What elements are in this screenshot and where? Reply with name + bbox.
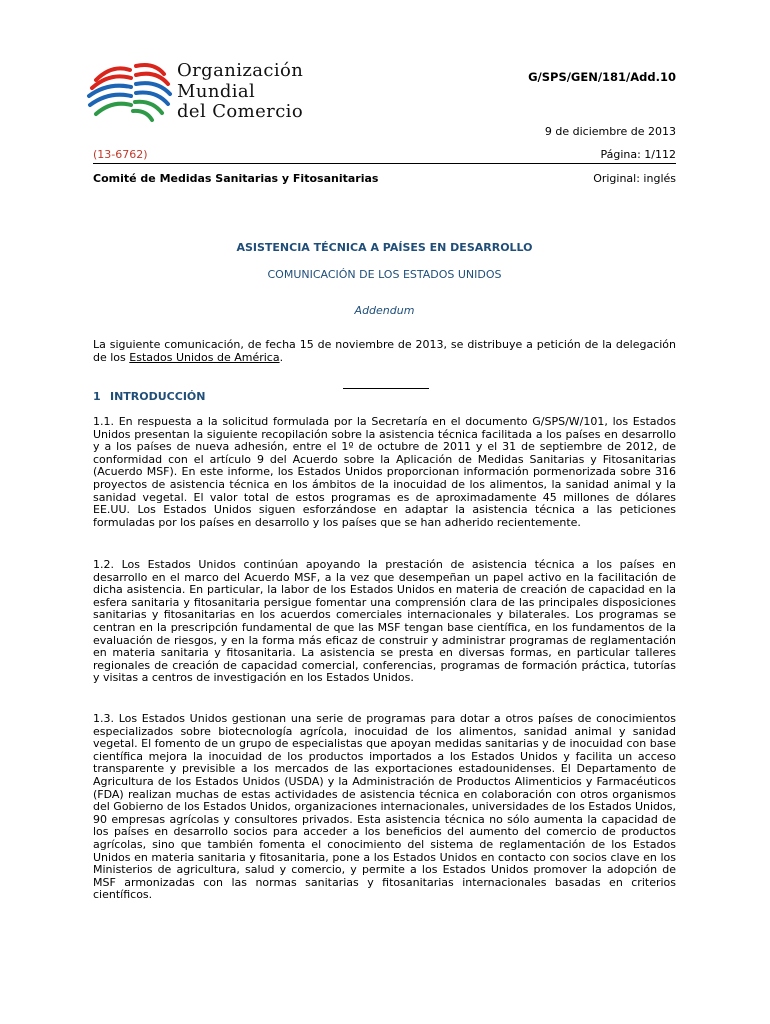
intro-end: . <box>279 350 284 364</box>
org-name-line: del Comercio <box>177 101 304 122</box>
org-name-line: Organización <box>177 60 304 81</box>
document-date: 9 de diciembre de 2013 <box>544 125 676 138</box>
organization-name <box>177 61 303 123</box>
paragraph-1-2: 1.2. Los Estados Unidos continúan apoyando la prestación de asistencia técnica a los países en desarrollo en el marco del Acuerdo MSF, a la vez que desempeñan un papel activo en la facilitación de dicha asistencia. En particular, la labor de los Estados Unidos en materia de creación de capacidad en la esfera sanitaria y fitosanitaria persigue fomentar una comprensión clara de las principales disposiciones sanitarias y fitosanitarias en los acuerdos comerciales internacionales y bilaterales. Los programas se centran en la prescripción fundamental de que las MSF tengan base científica, en los fundamentos de la evaluación de riesgos, y en la forma más eficaz de construir y administrar programas de reglamentación en materia sanitaria y fitosanitaria. La asistencia se presta en diversas formas, en particular talleres regionales de creación de capacidad comercial, conferencias, programas de formación práctica, tutorías y visitas a centros de investigación en los Estados Unidos. <box>93 558 676 685</box>
header-divider <box>93 163 676 164</box>
section-title: INTRODUCCIÓN <box>110 390 206 403</box>
paragraph-1-1: 1.1. En respuesta a la solicitud formulada por la Secretaría en el documento G/SPS/W/101, los Estados Unidos presentan la siguiente recopilación sobre la asistencia técnica facilitada a los países en desarrollo y a los países de nueva adhesión, entre el 1º de octubre de 2011 y el 31 de septiembre de 2012, de conformidad con el artículo 9 del Acuerdo sobre la Aplicación de Medidas Sanitarias y Fitosanitarias (Acuerdo MSF). En este informe, los Estados Unidos proporcionan información pormenorizada sobre 316 proyectos de asistencia técnica en los ámbitos de la inocuidad de los alimentos, la sanidad animal y la sanidad vegetal. El valor total de estos programas es de aproximadamente 45 millones de dólares EE.UU. Los Estados Unidos siguen esforzándose en adaptar la asistencia técnica a las peticiones formuladas por los países en desarrollo y los países que se han adherido recientemente. <box>93 415 676 529</box>
document-title: ASISTENCIA TÉCNICA A PAÍSES EN DESARROLLO <box>236 241 533 254</box>
delegation-link[interactable]: Estados Unidos de América <box>129 350 280 364</box>
document-symbol: G/SPS/GEN/181/Add.10 <box>528 70 676 84</box>
reference-number: (13-6762) <box>93 148 148 161</box>
intro-text: La siguiente comunicación, de fecha 15 de noviembre de 2013, se distribuye a petición de la delegación de los <box>93 338 676 364</box>
section-heading <box>93 390 205 403</box>
document-subtitle: COMUNICACIÓN DE LOS ESTADOS UNIDOS <box>267 268 502 281</box>
wto-logo-icon <box>84 58 174 128</box>
org-name-line: Mundial <box>177 80 256 102</box>
committee-name: Comité de Medidas Sanitarias y Fitosanitarias <box>93 172 379 185</box>
paragraph-1-3: 1.3. Los Estados Unidos gestionan una serie de programas para dotar a otros países de conocimientos especializados sobre biotecnología agrícola, inocuidad de los alimentos, sanidad animal y sanidad vegetal. El fomento de un grupo de especialistas que apoyan medidas sanitarias y de inocuidad con base científica mejora la inocuidad de los productos importados a los Estados Unidos y facilita un acceso transparente y previsible a los mercados de las exportaciones estadounidenses. El Departamento de Agricultura de los Estados Unidos (USDA) y la Administración de Productos Alimenticios y Farmacéuticos (FDA) realizan muchas de estas actividades de asistencia técnica en colaboración con otros organismos del Gobierno de los Estados Unidos, organizaciones internacionales, universidades de los Estados Unidos, 90 empresas agrícolas y consultores privados. Esta asistencia técnica no sólo aumenta la capacidad de los países en desarrollo socios para acceder a los beneficios del aumento del comercio de productos agrícolas, sino que también fomenta el conocimiento del sistema de reglamentación de los Estados Unidos en materia sanitaria y fitosanitaria, pone a los Estados Unidos en contacto con socios clave en los Ministerios de agricultura, salud y comercio, y permite a los Estados Unidos promover la adopción de MSF armonizadas con las normas sanitarias y fitosanitarias internacionales basadas en criterios científicos. <box>93 712 676 902</box>
original-language: Original: inglés <box>593 172 676 185</box>
page-number: Página: 1/112 <box>600 148 676 161</box>
addendum-label: Addendum <box>354 304 415 317</box>
section-number: 1 <box>93 390 101 403</box>
section-divider <box>343 388 429 389</box>
intro-paragraph <box>93 339 676 364</box>
